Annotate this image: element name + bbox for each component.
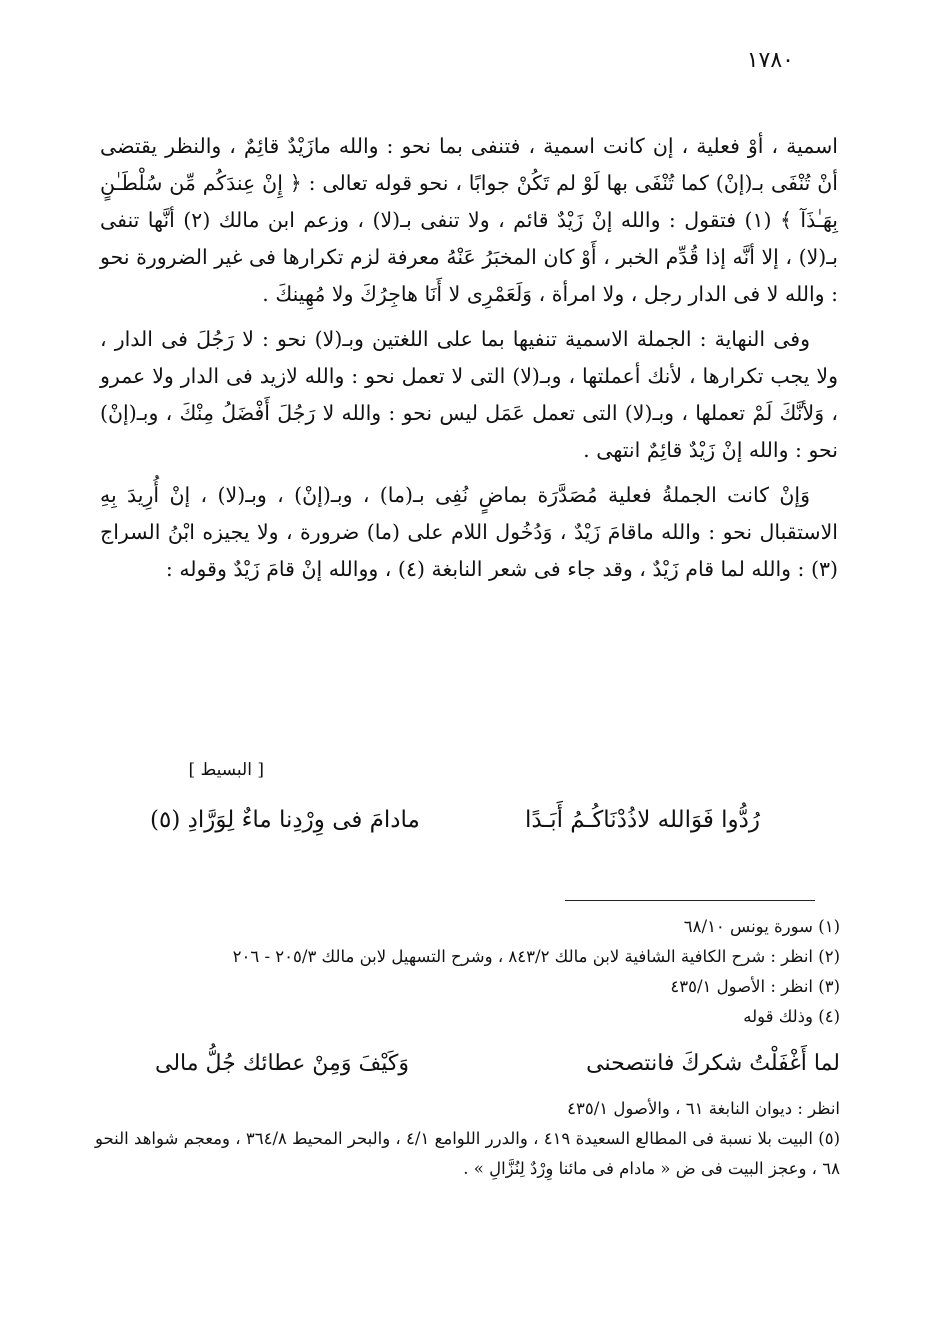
footnote-4-source: انظر : ديوان النابغة ٦١ ، والأصول ٤٣٥/١ — [567, 1099, 840, 1118]
footnote-2: (٢) انظر : شرح الكافية الشافية لابن مالك ٨٤٣/٢ ، وشرح التسهيل لابن مالك ٢٠٥/٣ - ٢٠٦ — [232, 947, 840, 966]
footnote-3: (٣) انظر : الأصول ٤٣٥/١ — [670, 977, 840, 996]
paragraph-3: وَإنْ كانت الجملةُ فعلية مُصَدَّرَة بماضٍ نُفِى بـ(ما) ، وبـ(إنْ) ، وبـ(لا) ، إنْ أُرِيدَ بِهِ الاستقبال نحو : والله ماقامَ زَيْدٌ ، وَدُخُول اللام على (ما) ضرورة ، ولا يجيزه ابْنُ السراج (٣) : والله لما قام زَيْدٌ ، وقد جاء فى شعر النابغة (٤) ، ووالله إنْ قامَ زَيْدٌ وقوله : — [100, 483, 838, 581]
footnote-4: (٤) وذلك قوله — [743, 1007, 840, 1026]
footnote-verse-first: لما أَغْفَلْتُ شكركَ فانتصحنى — [586, 1051, 840, 1076]
paragraph-2: وفى النهاية : الجملة الاسمية تنفيها بما على اللغتين وبـ(لا) نحو : لا رَجُلَ فى الدار ، ولا يجب تكرارها ، لأنك أعملتها ، وبـ(لا) التى لا تعمل نحو : والله لازيد فى الدار ولا عمرو ، وَلأنَّكَ لَمْ تعملها ، وبـ(لا) التى تعمل عَمَل ليس نحو : والله لا رَجُلَ أَفْضَلُ مِنْكَ ، وبـ(إنْ) نحو : والله إنْ زَيْدٌ قائِمٌ انتهى . — [100, 327, 838, 462]
paragraph-1: اسمية ، أوْ فعلية ، إن كانت اسمية ، فتنفى بما نحو : والله مازَيْدٌ قائِمٌ ، والنظر يقتضى أنْ تُنْفَى بـ(إنْ) كما تُنْفَى بها لَوْ لم تَكُنْ جوابًا ، نحو قوله تعالى : ﴿ إِنْ عِندَكُم مِّن سُلْطَـٰنٍ بِهَـٰذَآ ﴾ (١) فتقول : والله إنْ زَيْدٌ قائم ، ولا تنفى بـ(لا) ، وزعم ابن مالك (٢) أنَّها تنفى بـ(لا) ، إلا أنَّه إذا قُدِّم الخبر ، أَوْ كان المخبَرُ عَنْهُ معرفة لزم تكرارها فى غير الضرورة نحو : والله لا فى الدار رجل ، ولا امرأة ، وَلَعَمْرِى لا أَنَا هاجِرُكَ ولا مُهِينكَ . — [100, 134, 838, 306]
footnote-verse-second: وَكَيْفَ وَمِنْ عطائك جُلُّ مالى — [155, 1051, 409, 1076]
meter-label: [ البسيط ] — [188, 760, 264, 780]
verse-second-hemistich: مادامَ فى وِرْدِنا ماءٌ لِوَرَّادِ (٥) — [150, 807, 420, 833]
footnote-5: (٥) البيت بلا نسبة فى المطالع السعيدة ٤١٩ ، والدرر اللوامع ٤/١ ، والبحر المحيط ٣٦٤/٨ ، ومعجم شواهد النحو ٦٨ ، وعجز البيت فى ض « مادام فى مائنا وِرْدٌ لِنُزَّالِ » . — [95, 1129, 840, 1178]
footnote-1: (١) سورة يونس ٦٨/١٠ — [683, 917, 840, 936]
footnotes — [95, 912, 840, 1184]
main-text — [100, 128, 838, 588]
poetry-verse — [150, 800, 760, 840]
footnote-4-verse — [95, 1038, 840, 1090]
page-number: ١٧٨٠ — [746, 48, 794, 73]
verse-first-hemistich: رُدُّوا فَوَالله لاذُدْنَاكُـمُ أَبَـدًا — [525, 807, 760, 833]
footnote-divider — [565, 900, 815, 901]
